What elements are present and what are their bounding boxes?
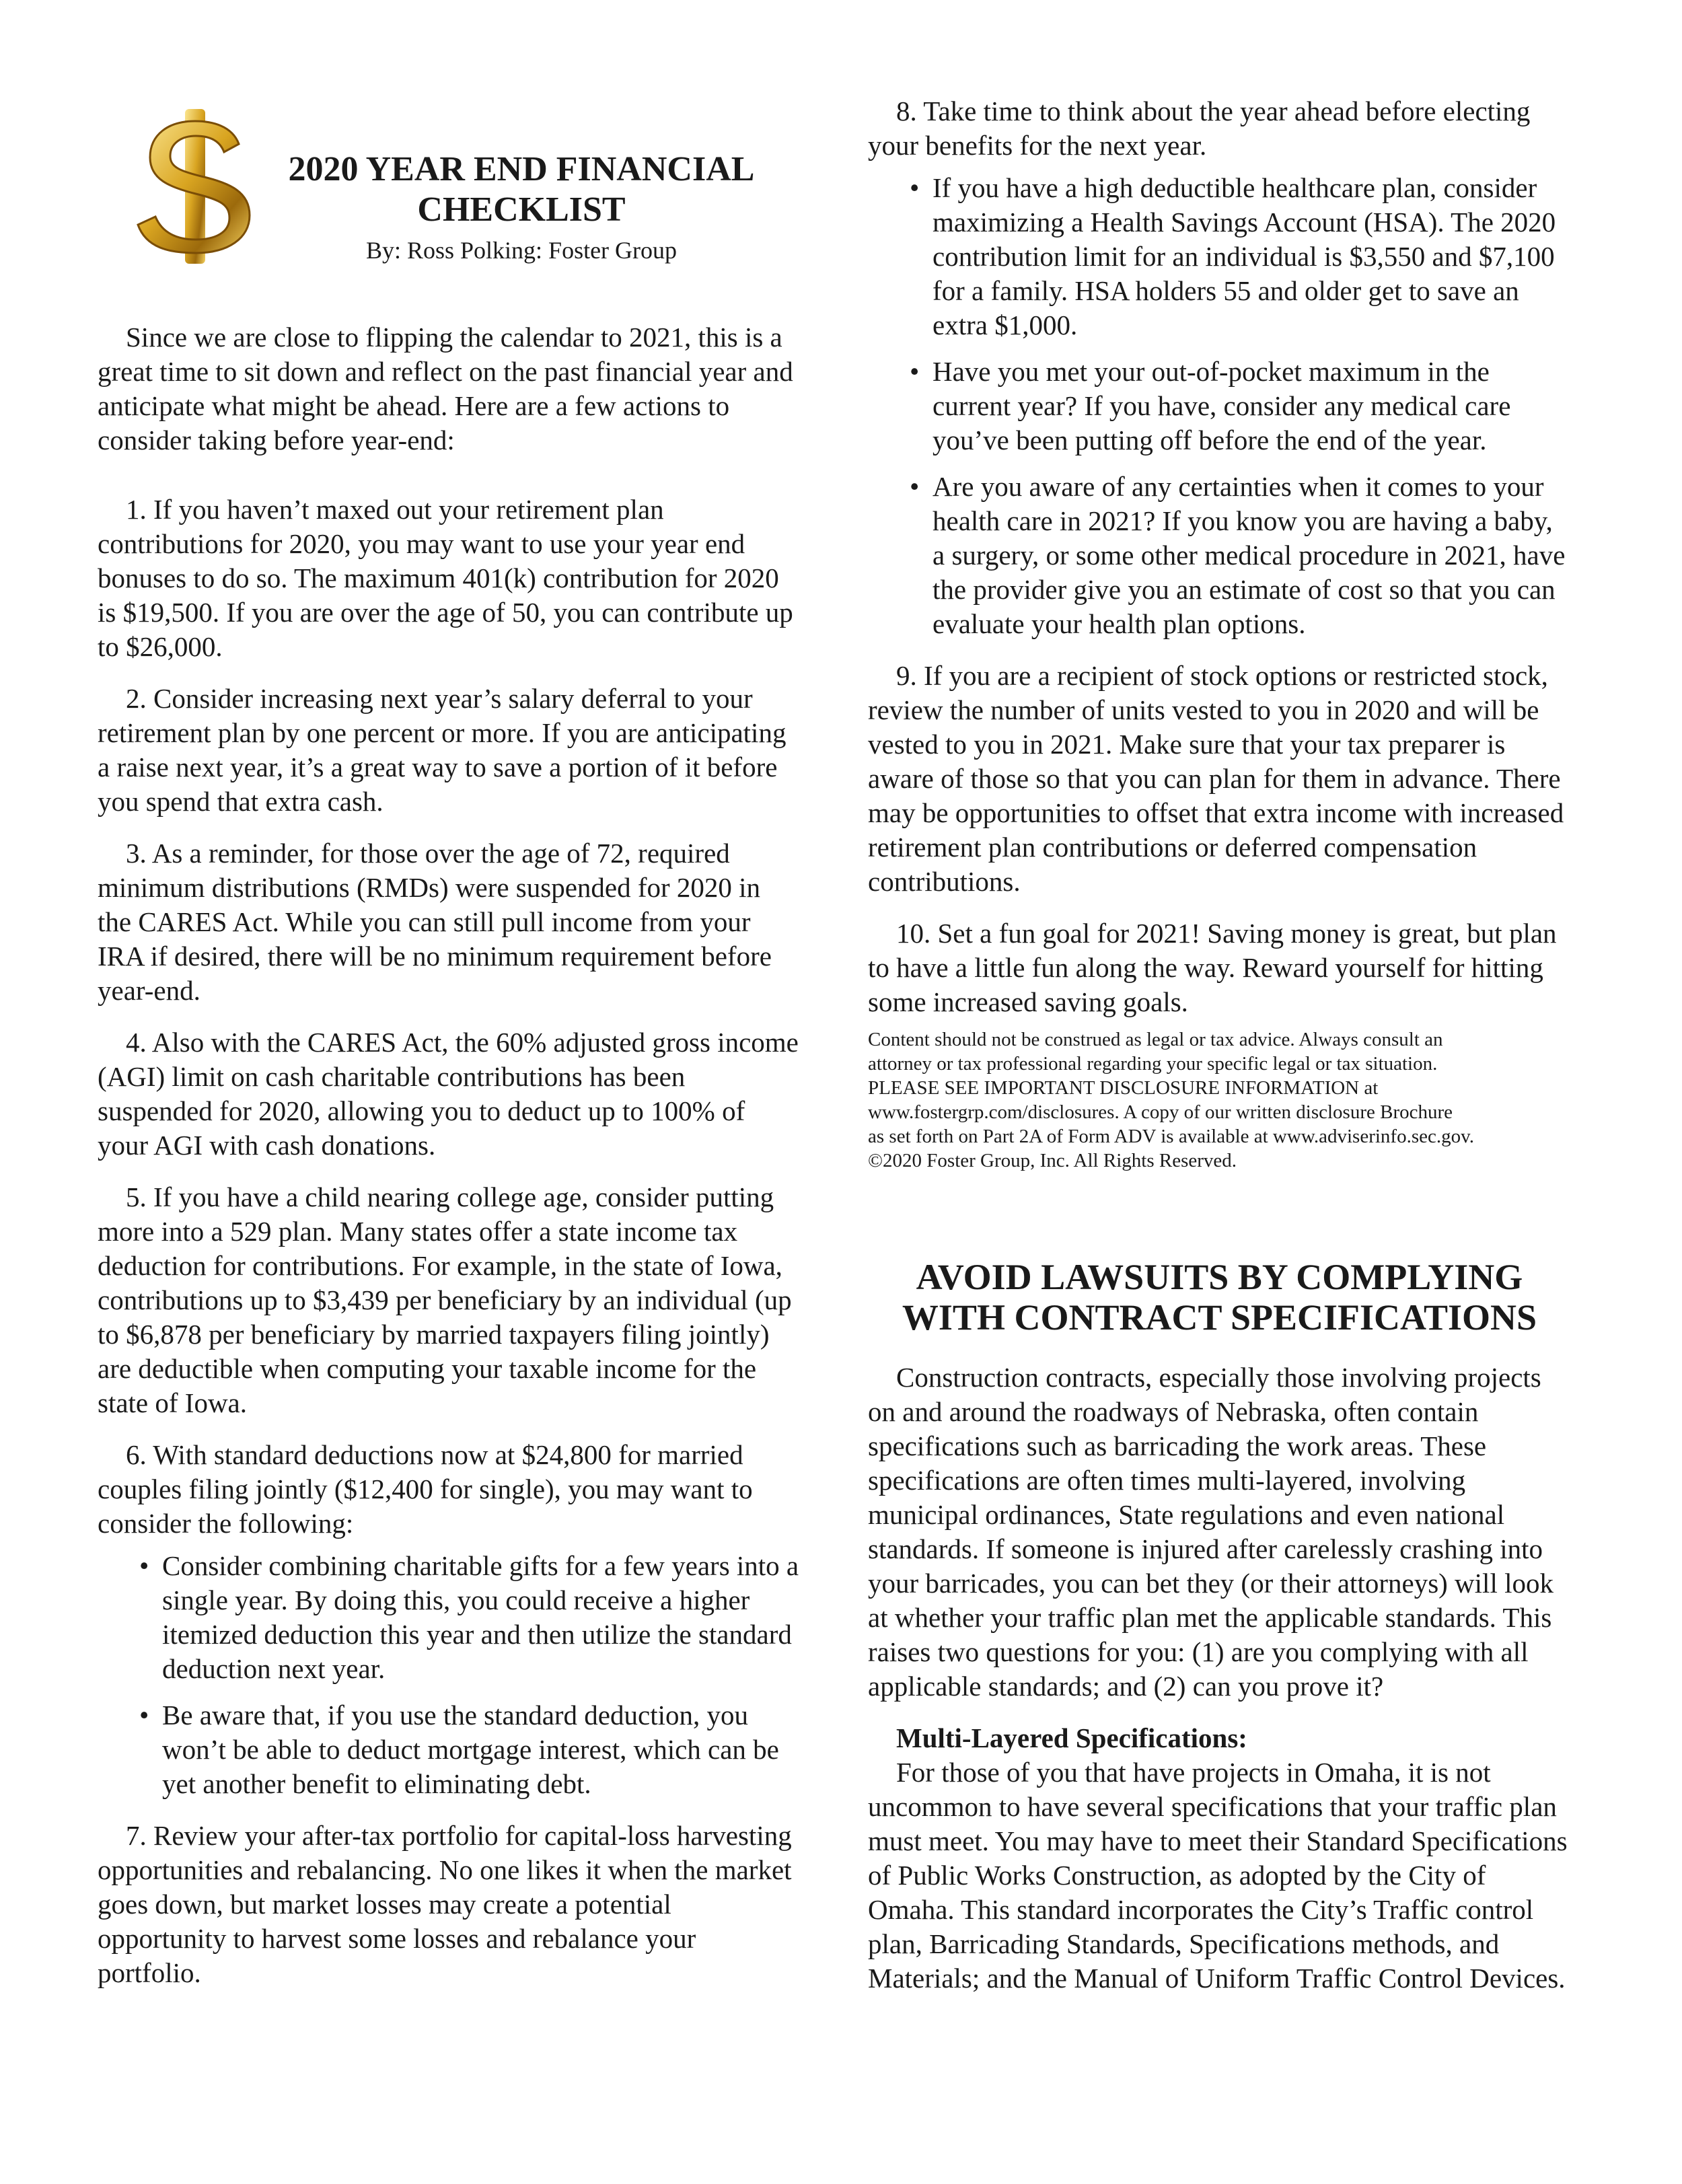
bullet-icon: •	[139, 1550, 149, 1581]
lawsuits-title: AVOID LAWSUITS BY COMPLYING WITH CONTRACT SPECIFICATIONS	[902, 1257, 1537, 1338]
checklist-item-1: 1. If you haven’t maxed out your retirement plan contributions for 2020, you may want to use your year end bonuses to do so. The maximum 401(k) contribution for 2020 is $19,500. If you are over the age of 50, you can contribute up to $26,000.	[98, 494, 793, 662]
checklist-body-left	[98, 320, 801, 2008]
checklist-item-2: 2. Consider increasing next year’s salary deferral to your retirement plan by one percent or more. If you are anticipating a raise next year, it’s a great way to save a portion of it before you spend that extra cash.	[98, 683, 787, 817]
bullet-icon: •	[910, 356, 920, 387]
list-item: • Be aware that, if you use the standard deduction, you won’t be able to deduct mortgage interest, which can be yet another benefit to eliminating debt.	[139, 1700, 779, 1799]
checklist-item-8: 8. Take time to think about the year ahead before electing your benefits for the next year.	[868, 96, 1531, 161]
checklist-item-6: 6. With standard deductions now at $24,800 for married couples filing jointly ($12,400 for single), you may want to consider the following:	[98, 1439, 753, 1539]
disclaimer	[868, 1027, 1571, 1173]
bullet-icon: •	[139, 1700, 149, 1731]
disclaimer-line: Content should not be construed as legal or tax advice. Always consult an	[868, 1029, 1443, 1050]
checklist-item-10: 10. Set a fun goal for 2021! Saving money is great, but plan to have a little fun along the way. Reward yourself for hitting some increased saving goals.	[868, 918, 1557, 1017]
gold-dollar-sign-icon	[131, 109, 259, 264]
bullet-icon: •	[910, 172, 920, 203]
lawsuits-subhead: Multi-Layered Specifications:	[896, 1722, 1247, 1753]
list-item: • Have you met your out-of-pocket maximum in the current year? If you have, consider any medical care you’ve been putting off before the end of the year.	[910, 356, 1511, 456]
list-item: • Consider combining charitable gifts for a few years into a single year. By doing this, you could receive a higher itemized deduction this year and then utilize the standard deduction next year.	[139, 1550, 799, 1684]
checklist-byline: By: Ross Polking: Foster Group	[365, 237, 678, 264]
item-6-bullet-list	[98, 1549, 801, 1801]
checklist-item-7: 7. Review your after-tax portfolio for capital-loss harvesting opportunities and rebalancing. No one likes it when the market goes down, but market losses may create a potential opportunity to harvest some losses and rebalance your portfolio.	[98, 1820, 792, 1988]
checklist-item-3: 3. As a reminder, for those over the age of 72, required minimum distributions (RMDs) were suspended for 2020 in the CARES Act. While you can still pull income from your IRA if desired, there will be no minimum requirement before year-end.	[98, 838, 772, 1006]
disclaimer-line: attorney or tax professional regarding your specific legal or tax situation.	[868, 1053, 1438, 1075]
checklist-title: 2020 YEAR END FINANCIAL CHECKLIST	[288, 150, 755, 229]
disclaimer-line: PLEASE SEE IMPORTANT DISCLOSURE INFORMATION at	[868, 1077, 1379, 1099]
bullet-icon: •	[910, 471, 920, 502]
checklist-item-4: 4. Also with the CARES Act, the 60% adjusted gross income (AGI) limit on cash charitable contributions has been suspended for 2020, allowing you to deduct up to 100% of your AGI with cash donations.	[98, 1027, 799, 1161]
lawsuits-article	[868, 1257, 1571, 2013]
lawsuits-body-1: Construction contracts, especially those involving projects on and around the roadways of Nebraska, often contain specifications such as barricading the work areas. These specifications are often times multi-layered, involving municipal ordinances, State regulations and even national standards. If someone is injured after carelessly crashing into your barricades, you can bet they (or their attorneys) will look at whether your traffic plan met the applicable standards. This raises two questions for you: (1) are you complying with all applicable standards; and (2) can you prove it?	[868, 1362, 1553, 1702]
checklist-item-9: 9. If you are a recipient of stock options or restricted stock, review the number of units vested to you in 2020 and will be vested to you in 2021. Make sure that your tax preparer is aware of those so that you can plan for them in advance. There may be opportunities to offset that extra income with increased retirement plan contributions or deferred compensation contributions.	[868, 660, 1564, 897]
list-item: • Are you aware of any certainties when it comes to your health care in 2021? If you know you are having a baby, a surgery, or some other medical procedure in 2021, have the provider give you an estimate of cost so that you can evaluate your health plan options.	[910, 471, 1566, 639]
disclaimer-line: ©2020 Foster Group, Inc. All Rights Reserved.	[868, 1150, 1237, 1171]
checklist-item-5: 5. If you have a child nearing college age, consider putting more into a 529 plan. Many states offer a state income tax deduction for contributions. For example, in the state of Iowa, contributions up to $3,439 per beneficiary by an individual (up to $6,878 per beneficiary by married taxpayers filing jointly) are deductible when computing your taxable income for the state of Iowa.	[98, 1181, 792, 1418]
lawsuits-body-2: For those of you that have projects in Omaha, it is not uncommon to have several specifications that your traffic plan must meet. You may have to meet their Standard Specifications of Public Works Construction, as adopted by the City of Omaha. This standard incorporates the City’s Traffic control plan, Barricading Standards, Specifications methods, and Materials; and the Manual of Uniform Traffic Control Devices.	[868, 1757, 1568, 1994]
list-item: • If you have a high deductible healthcare plan, consider maximizing a Health Savings Account (HSA). The 2020 contribution limit for an individual is $3,550 and $7,100 for a family. HSA holders 55 and older get to save an extra $1,000.	[910, 172, 1556, 340]
disclaimer-line: as set forth on Part 2A of Form ADV is available at www.adviserinfo.sec.gov.	[868, 1126, 1474, 1147]
checklist-intro: Since we are close to flipping the calendar to 2021, this is a great time to sit down and reflect on the past financial year and anticipate what might be ahead. Here are a few actions to consider taking before year-end:	[98, 322, 793, 456]
checklist-body-right	[868, 94, 1571, 1173]
item-8-bullet-list	[868, 171, 1571, 641]
disclaimer-line: www.fostergrp.com/disclosures. A copy of our written disclosure Brochure	[868, 1101, 1453, 1123]
